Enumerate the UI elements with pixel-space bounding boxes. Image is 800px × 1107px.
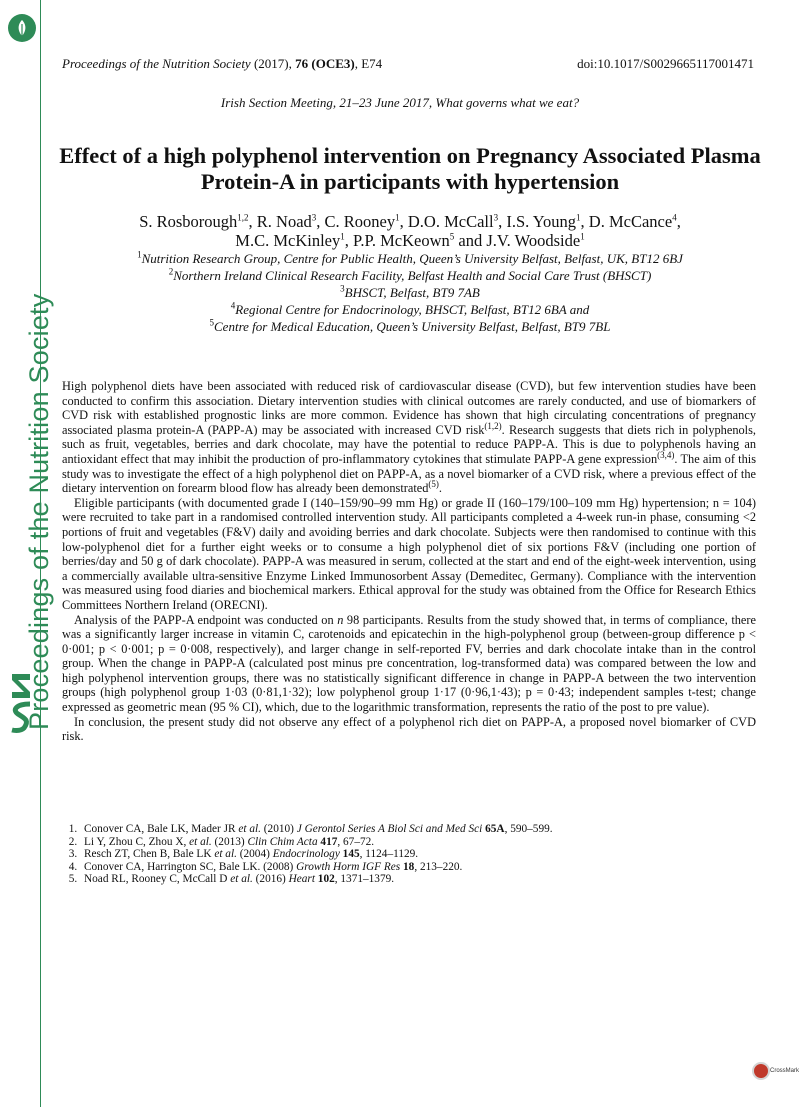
journal-year: (2017), (253, 56, 292, 71)
affiliation-number: 1 (137, 249, 142, 260)
crossmark-icon (752, 1062, 770, 1080)
affiliation-number: 4 (230, 300, 236, 311)
affiliation-number: 3 (340, 283, 345, 294)
author-affiliation-number: 1,2 (237, 212, 249, 223)
paragraph-results: Analysis of the PAPP-A endpoint was conducted on n 98 participants. Results from the study showed that, in terms of compliance, there was a significantly larger increase in vitamin C, carotenoids and epicatechin in the high-polyphenol group (between-group difference p < 0·001; p < 0·001; p = 0·008, respectively), and larger change in self-reported FV, berries and dark chocolate intake than in the control group. When the change in PAPP-A (calculated post minus pre concentration, log-transformed data) was compared between the low and high polyphenol intervention groups, there was no statistically significant difference in change in PAPP-A between the two intervention groups (high polyphenol group 1·03 (0·81,1·32); low polyphenol group 1·17 (0·96,1·43); p = 0·43; independent samples t-test; change expressed as geometric mean (95 % CI), which, due to the logarithmic transformation, represents the ratio of the post to pre value). (62, 612, 757, 715)
citation-link[interactable]: (5) (428, 479, 439, 490)
affiliation-number: 5 (209, 317, 215, 328)
reference-item[interactable]: 4. Conover CA, Harrington SC, Bale LK. (2008) Growth Horm IGF Res 18, 213–220. (80, 861, 756, 874)
affiliation (62, 301, 758, 318)
journal-page: , E74 (354, 56, 383, 71)
author-separator: , (399, 212, 408, 231)
affiliation-text: Nutrition Research Group, Centre for Public Health, Queen’s University Belfast, Belfast, UK, BT12 6BJ (141, 251, 683, 266)
paper-title (50, 143, 770, 195)
author: C. Rooney (324, 212, 396, 231)
affiliation (62, 284, 758, 301)
affiliation-text: Centre for Medical Education, Queen’s University Belfast, Belfast, BT9 7BL (214, 319, 611, 334)
meeting-info: Irish Section Meeting, 21–23 June 2017, What governs what we eat? (220, 95, 580, 110)
author-affiliation-number: 1 (395, 212, 400, 223)
affiliation-text: Regional Centre for Endocrinology, BHSCT, Belfast, BT12 6BA and (235, 302, 590, 317)
title-line-2: Protein-A in participants with hypertension (200, 169, 620, 194)
affiliation (62, 267, 758, 284)
paragraph-intro: High polyphenol diets have been associated with reduced risk of cardiovascular disease (CVD), but few intervention studies have been conducted to confirm this association. Dietary intervention studies with clinical outcomes are rarely conducted, and use of biomarkers of CVD risk with established prognostic links are more common. Evidence has shown that high circulating concentrations of pregnancy associated plasma protein-A (PAPP-A) may be associated with increased CVD risk$^{(1,2)}$. Research suggests that diets rich in polyphenols, such as fruit, vegetables, berries and dark chocolate, may have the potential to reduce PAPP-A. This is due to polyphenols having an antioxidant effect that may inhibit the production of pro-inflammatory cytokines that stimulate PAPP-A gene expression$^{(3,4)}$. The aim of this study was to investigate the effect of a high polyphenol diet on PAPP-A, as a novel biomarker of a CVD risk, where a previous effect of the dietary intervention on forearm blood flow has already been demonstrated$^{(5)}$. (62, 379, 757, 496)
author-separator: , (498, 212, 507, 231)
affiliation (62, 318, 758, 335)
author: D. McCance (588, 212, 673, 231)
sidebar-journal-label: Proceedings of the Nutrition Society (24, 293, 54, 730)
author: J.V. Woodside (486, 231, 581, 250)
author-affiliation-number: 3 (493, 212, 499, 223)
author-separator: , (248, 212, 257, 231)
paragraph-conclusion: In conclusion, the present study did not observe any effect of a polyphenol rich diet on PAPP-A, a proposed novel biomarker of CVD risk. (62, 714, 756, 744)
author-separator: , (676, 212, 681, 231)
crossmark-badge[interactable] (752, 1060, 800, 1090)
reference-item[interactable]: 2. Li Y, Zhou C, Zhou X, et al. (2013) Clin Chim Acta 417, 67–72. (80, 836, 756, 849)
abstract-body (62, 379, 756, 744)
affiliation-list (62, 250, 758, 335)
affiliation-text: Northern Ireland Clinical Research Facility, Belfast Health and Social Care Trust (BHSCT) (173, 268, 652, 283)
author-affiliation-number: 1 (340, 231, 345, 242)
paragraph-methods: Eligible participants (with documented grade I (140–159/90–99 mm Hg) or grade II (160–179/100–109 mm Hg) hypertension; n = 104) were recruited to take part in a randomised controlled intervention study. All participants completed a 4-week run-in phase, consuming <2 portions of fruit and vegetables (F&V) daily and avoiding berries and dark chocolate. Subjects were then randomised to continue with this low-polyphenol diet for a further eight weeks or to consume a high polyphenol diet of six portions F&V (including one portion of berries/day and 50 g of dark chocolate). PAPP-A was measured in serum, collected at the start and end of the eight-week intervention, using a commercially available ultra-sensitive Enzyme Linked Immunosorbent Assay (Demeditec, Germany). Compliance with the intervention was measured using food diaries and biochemical markers. Ethical approval for the study was obtained from the Office for Research Ethics Committees Northern Ireland (ORECNI). (62, 495, 756, 612)
author-separator: , (344, 231, 354, 250)
affiliation-number: 2 (168, 266, 174, 277)
author: I.S. Young (506, 212, 577, 231)
journal-citation (62, 56, 382, 72)
affiliation (62, 250, 758, 267)
author-affiliation-number: 4 (672, 212, 677, 223)
title-line-1: Effect of a high polyphenol intervention on Pregnancy Associated Plasma (59, 143, 761, 168)
reference-list (62, 823, 756, 886)
journal-volume: 76 (OCE3) (295, 56, 355, 71)
citation-link[interactable]: (3,4) (657, 449, 675, 460)
author: M.C. McKinley (235, 231, 341, 250)
author-affiliation-number: 3 (311, 212, 317, 223)
journal-name: Proceedings of the Nutrition Society (62, 56, 251, 71)
author-list (62, 212, 758, 250)
citation-link[interactable]: (1,2) (484, 420, 502, 431)
author-separator: and (454, 231, 487, 250)
author-affiliation-number: 1 (576, 212, 581, 223)
author-separator: , (580, 212, 589, 231)
reference-item[interactable]: 1. Conover CA, Bale LK, Mader JR et al. (2010) J Gerontol Series A Biol Sci and Med Sci 65A, 590–599. (80, 823, 756, 836)
author: S. Rosborough (139, 212, 238, 231)
author: R. Noad (256, 212, 312, 231)
affiliation-text: BHSCT, Belfast, BT9 7AB (344, 285, 480, 300)
reference-item[interactable]: 5. Noad RL, Rooney C, McCall D et al. (2016) Heart 102, 1371–1379. (80, 873, 756, 886)
author-affiliation-number: 5 (449, 231, 455, 242)
journal-logo-icon (8, 14, 36, 42)
author: P.P. McKeown (353, 231, 450, 250)
crossmark-label: CrossMark (770, 1068, 800, 1074)
author-affiliation-number: 1 (580, 231, 585, 242)
author: D.O. McCall (407, 212, 494, 231)
reference-item[interactable]: 3. Resch ZT, Chen B, Bale LK et al. (2004) Endocrinology 145, 1124–1129. (80, 848, 756, 861)
doi[interactable]: doi:10.1017/S0029665117001471 (577, 56, 754, 71)
author-separator: , (316, 212, 325, 231)
